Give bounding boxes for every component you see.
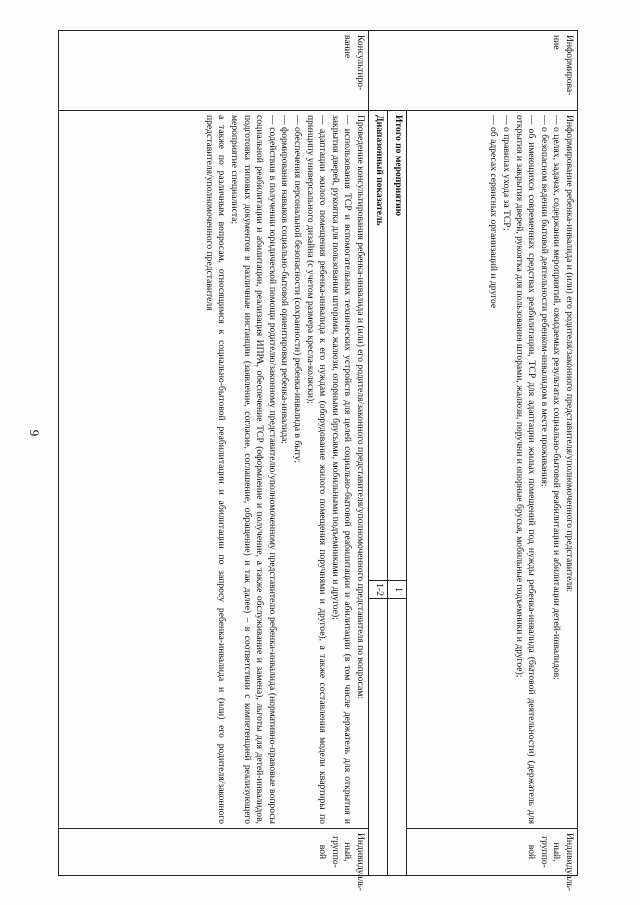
list-item: — адаптации жилого помещения ребенка-инвалида к его нуждам (оборудование жилого помещения поручнями и другое), а также составления модели квартиры по принципу универсального дизайна (с учетом размера кресла-коляски);	[303, 115, 328, 824]
activities-table	[58, 30, 578, 891]
list-item: — об адресах сервисных организаций и другое	[487, 115, 500, 824]
range-empty-cell	[368, 599, 387, 876]
form-cell-informing: Индивидуаль-ный, группо-вой	[406, 829, 577, 876]
page-number: 9	[27, 429, 42, 437]
description-intro: Информирование ребенка-инвалида и (или) его родителя/законного представителя/уполномоченного представителя:	[564, 115, 575, 593]
range-value: 1-2	[368, 581, 387, 599]
description-cell-informing	[406, 111, 577, 829]
range-label: Диапазонный показатель	[368, 111, 387, 581]
table-row-total	[387, 31, 406, 876]
list-item: — обеспечения персональной безопасности (сохранности) ребенка-инвалида в быту;	[290, 115, 303, 824]
description-cell-consulting	[59, 111, 369, 829]
table-row-range	[368, 31, 387, 876]
list-item: — о безопасном ведении бытовой деятельности ребенком-инвалидом в месте проживания;	[537, 115, 550, 824]
list-item: — содействия в получении юридической помощи родителю/законному представителю/уполномоченному представителю ребенка-инвалида (нормативно-правовые вопросы социальной реабилитации и абилитации, реализация ИПРА, обеспечение ТСР (оформление и получение, а также обслуживание и замена), льготы для детей-инвалидов, подготовка типовых документов в различные инстанции (заявление, согласие, соглашение, обращение) и так далее) – в соответствии с компетенцией реализующего мероприятие специалиста;	[227, 115, 277, 824]
total-empty-cell	[387, 599, 406, 876]
list-item: — о целях, задачах, содержании мероприятий, ожидаемых результатах социально-бытовой реабилитации и абилитации детей-инвалидов;	[550, 115, 563, 824]
table-row-informing	[406, 31, 577, 876]
total-value: 1	[387, 581, 406, 599]
total-label: Итого по мероприятию	[387, 111, 406, 581]
list-item: — о правилах ухода за ТСР;	[499, 115, 512, 824]
topic-cell-consulting: Консультиро-вание	[59, 31, 369, 111]
topic-cell-informing: Информирова-ние	[368, 31, 577, 111]
description-outro: а также по различным вопросам, относящимся к социально-бытовой реабилитации и абилитации по запросу ребенка-инвалида и (или) его родителя/законного представителя/уполномоченного представителя	[203, 115, 228, 824]
form-cell-consulting: Индивидуаль-ный, группо-вой	[59, 829, 369, 876]
description-intro: Проведение консультирования ребенка-инвалида и (или) его родителя/законного представителя/уполномоченного представителя по вопросам:	[354, 115, 366, 700]
activities-table-rotated	[58, 30, 578, 891]
table-row-consulting	[59, 31, 369, 876]
list-item: — об имеющихся современных средствах реабилитации, ТСР для адаптации жилых помещений под нужды ребенка-инвалида (бытовой деятельности) (держатель для открытия и закрытия дверей, рукоятка для пользования шторами, жалюзи, поручни и опорные брусья, мобильные подъемники и другое);	[512, 115, 537, 824]
list-item: — использования ТСР и вспомогательных технических устройств для целей социально-бытовой реабилитации и абилитации (в том числе держатель для открытия и закрытия дверей, рукоятка для пользования шторами, жалюзи, опорными брусьями, мобильными подъемниками и другое);	[328, 115, 353, 824]
list-item: — формирования навыков социально-бытовой ориентировки ребенка-инвалида;	[278, 115, 291, 824]
